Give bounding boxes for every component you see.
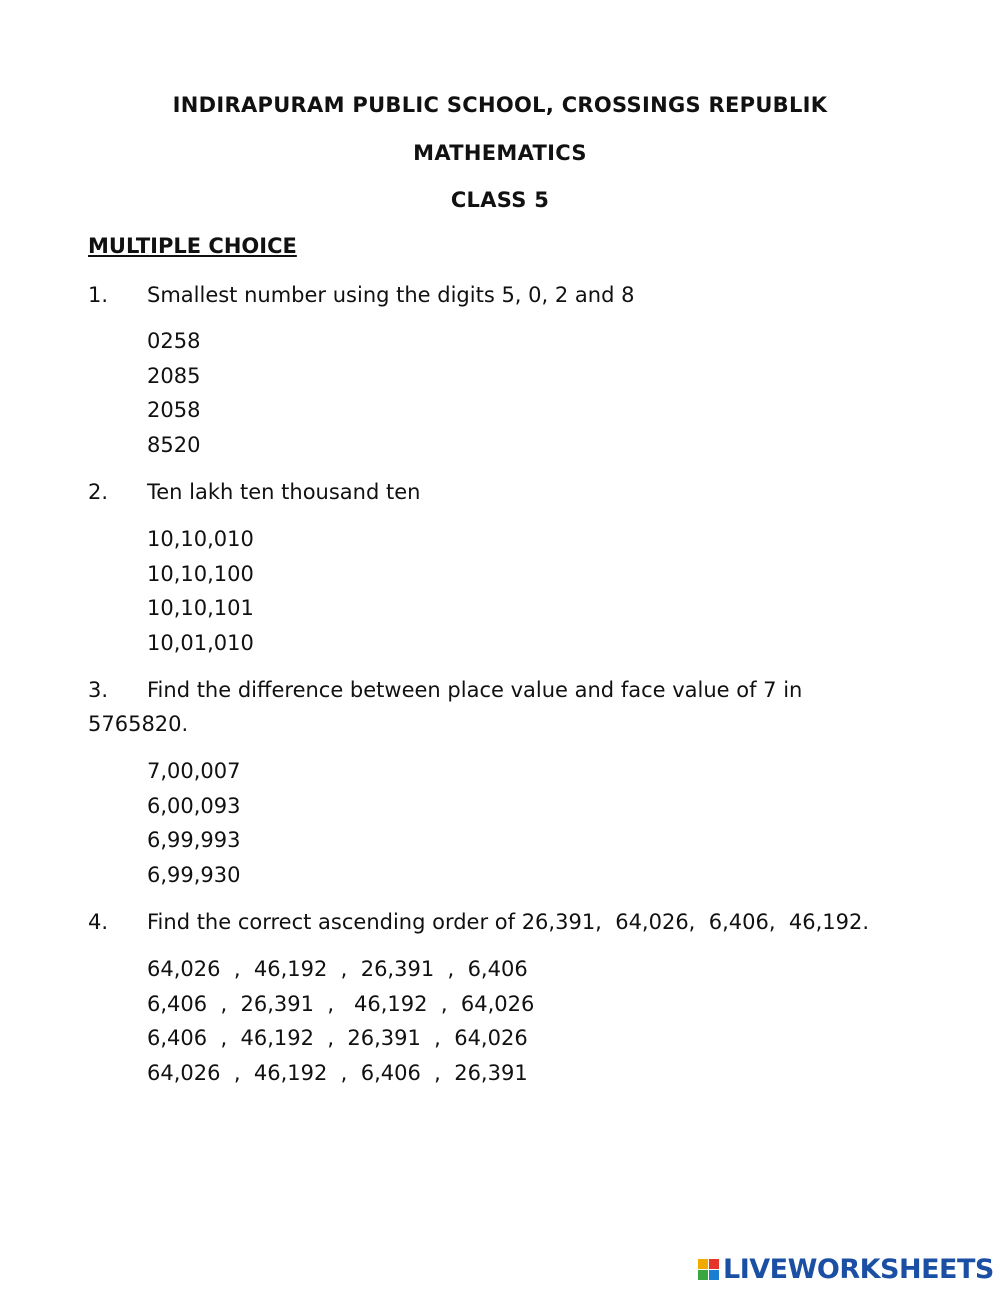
school-name: INDIRAPURAM PUBLIC SCHOOL, CROSSINGS REPUBLIK bbox=[172, 93, 828, 117]
option-item[interactable]: 6,99,930 bbox=[147, 862, 241, 887]
question-text-continued: 5765820. bbox=[88, 712, 189, 736]
option-item[interactable]: 10,10,100 bbox=[147, 561, 254, 586]
options-1 bbox=[147, 324, 200, 462]
option-item[interactable]: 0258 bbox=[147, 329, 201, 353]
class-title: CLASS 5 bbox=[450, 188, 550, 212]
question-number: 1. bbox=[88, 283, 109, 307]
question-text: Ten lakh ten thousand ten bbox=[147, 480, 421, 504]
question-text: Smallest number using the digits 5, 0, 2 and 8 bbox=[147, 283, 635, 307]
option-item[interactable]: 10,10,010 bbox=[147, 527, 254, 551]
option-item[interactable]: 2058 bbox=[147, 398, 201, 423]
options-3 bbox=[147, 754, 241, 892]
option-item[interactable]: 64,026 , 46,192 , 26,391 , 6,406 bbox=[147, 957, 528, 981]
question-1 bbox=[88, 278, 908, 312]
option-item[interactable]: 10,10,101 bbox=[147, 596, 254, 621]
option-item[interactable]: 2085 bbox=[147, 363, 201, 388]
logo-square-3 bbox=[698, 1270, 708, 1280]
options-4 bbox=[147, 952, 534, 1090]
logo-square-2 bbox=[709, 1259, 719, 1269]
question-4 bbox=[88, 905, 908, 939]
option-item[interactable]: 6,00,093 bbox=[147, 793, 241, 818]
option-item[interactable]: 10,01,010 bbox=[147, 630, 254, 655]
option-item[interactable]: 6,406 , 26,391 , 46,192 , 64,026 bbox=[147, 991, 535, 1016]
logo-text: LIVEWORKSHEETS bbox=[723, 1253, 994, 1285]
question-text: Find the correct ascending order of 26,391, 64,026, 6,406, 46,192. bbox=[147, 910, 870, 934]
question-2 bbox=[88, 475, 908, 509]
logo-square-4 bbox=[709, 1270, 719, 1280]
option-item[interactable]: 6,406 , 46,192 , 26,391 , 64,026 bbox=[147, 1026, 528, 1051]
question-3 bbox=[88, 673, 908, 741]
logo-square-1 bbox=[698, 1259, 708, 1269]
question-text: Find the difference between place value and face value of 7 in bbox=[147, 678, 803, 702]
question-number: 3. bbox=[88, 678, 109, 702]
section-title: MULTIPLE CHOICE bbox=[88, 234, 297, 258]
question-number: 2. bbox=[88, 480, 109, 504]
subject-title: MATHEMATICS bbox=[413, 141, 587, 165]
option-item[interactable]: 6,99,993 bbox=[147, 828, 241, 853]
option-item[interactable]: 7,00,007 bbox=[147, 759, 241, 783]
options-2 bbox=[147, 522, 254, 660]
liveworksheets-logo bbox=[698, 1252, 994, 1286]
option-item[interactable]: 8520 bbox=[147, 432, 201, 457]
option-item[interactable]: 64,026 , 46,192 , 6,406 , 26,391 bbox=[147, 1060, 528, 1085]
liveworksheets-logo-icon bbox=[698, 1259, 719, 1280]
question-number: 4. bbox=[88, 910, 109, 934]
